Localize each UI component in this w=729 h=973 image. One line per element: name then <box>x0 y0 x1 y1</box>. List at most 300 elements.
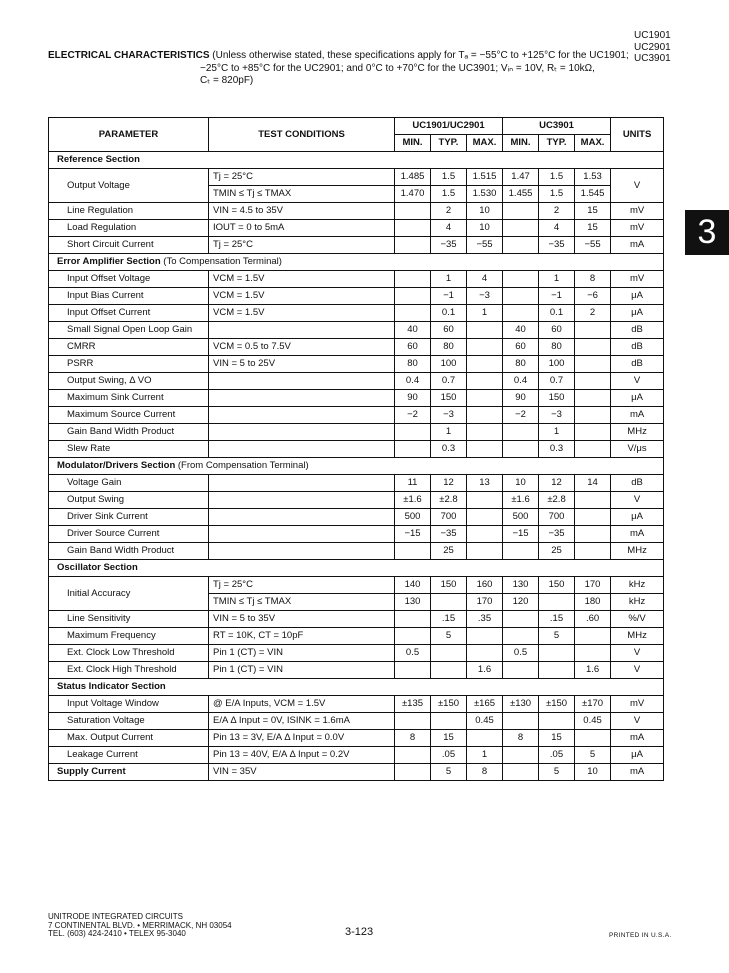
value-cell: 0.45 <box>575 713 611 730</box>
table-row <box>49 645 664 662</box>
unit-cell: V <box>611 169 664 203</box>
parameter-cell: Input Offset Voltage <box>49 271 209 288</box>
value-cell: 25 <box>539 543 575 560</box>
value-cell: 170 <box>575 577 611 594</box>
parameter-cell: Leakage Current <box>49 747 209 764</box>
value-cell: 0.4 <box>395 373 431 390</box>
value-cell <box>395 543 431 560</box>
value-cell <box>395 305 431 322</box>
value-cell <box>395 713 431 730</box>
table-row <box>49 526 664 543</box>
parameter-cell: Output Swing <box>49 492 209 509</box>
unit-cell: V <box>611 662 664 679</box>
value-cell <box>395 203 431 220</box>
value-cell: −55 <box>467 237 503 254</box>
unit-cell: mA <box>611 764 664 781</box>
value-cell: −3 <box>467 288 503 305</box>
parameter-cell: Driver Sink Current <box>49 509 209 526</box>
parameter-cell: Line Sensitivity <box>49 611 209 628</box>
intro-text: −25°C to +85°C for the UC2901; and 0°C to +70°C for the UC3901; Vᵢₙ = 10V, Rₜ = 10kΩ, <box>200 62 595 74</box>
value-cell: 0.4 <box>503 373 539 390</box>
section-name: Status Indicator Section <box>57 681 166 692</box>
value-cell: .05 <box>431 747 467 764</box>
unit-cell: %/V <box>611 611 664 628</box>
value-cell: 80 <box>539 339 575 356</box>
section-note: (To Compensation Terminal) <box>163 256 282 267</box>
parameter-cell: Driver Source Current <box>49 526 209 543</box>
value-cell <box>395 747 431 764</box>
value-cell <box>539 594 575 611</box>
unit-cell: mA <box>611 526 664 543</box>
section-row <box>49 560 664 577</box>
table-row <box>49 271 664 288</box>
condition-cell: Pin 13 = 3V, E/A Δ Input = 0.0V <box>209 730 395 747</box>
condition-cell: Tj = 25°C <box>209 577 395 594</box>
unit-cell: MHz <box>611 628 664 645</box>
value-cell: −2 <box>503 407 539 424</box>
spec-table <box>48 117 664 781</box>
table-row <box>49 441 664 458</box>
value-cell <box>503 203 539 220</box>
value-cell <box>467 424 503 441</box>
condition-cell <box>209 509 395 526</box>
value-cell <box>431 713 467 730</box>
value-cell <box>395 764 431 781</box>
value-cell: −3 <box>539 407 575 424</box>
value-cell <box>539 645 575 662</box>
value-cell: 14 <box>575 475 611 492</box>
header-min: MIN. <box>395 135 431 152</box>
value-cell: .60 <box>575 611 611 628</box>
table-row <box>49 696 664 713</box>
value-cell: 60 <box>503 339 539 356</box>
value-cell: 1.530 <box>467 186 503 203</box>
table-row <box>49 288 664 305</box>
header-parameter: PARAMETER <box>49 118 209 152</box>
value-cell: 1.545 <box>575 186 611 203</box>
value-cell <box>395 271 431 288</box>
value-cell: 13 <box>467 475 503 492</box>
value-cell: 1 <box>539 271 575 288</box>
value-cell: −6 <box>575 288 611 305</box>
value-cell: 60 <box>395 339 431 356</box>
part-number: UC3901 <box>634 53 671 64</box>
unit-cell: V <box>611 492 664 509</box>
chapter-tab: 3 <box>685 210 729 255</box>
condition-cell: Tj = 25°C <box>209 169 395 186</box>
table-row <box>49 577 664 594</box>
parameter-cell: Initial Accuracy <box>49 577 209 611</box>
value-cell: .15 <box>539 611 575 628</box>
value-cell <box>575 509 611 526</box>
value-cell: 1.515 <box>467 169 503 186</box>
value-cell: ±150 <box>431 696 467 713</box>
value-cell: ±170 <box>575 696 611 713</box>
value-cell: 150 <box>431 577 467 594</box>
value-cell: 1.6 <box>467 662 503 679</box>
value-cell: 700 <box>539 509 575 526</box>
value-cell: 1 <box>467 747 503 764</box>
value-cell: 40 <box>395 322 431 339</box>
condition-cell: TMIN ≤ Tj ≤ TMAX <box>209 594 395 611</box>
value-cell <box>503 611 539 628</box>
value-cell: ±165 <box>467 696 503 713</box>
condition-cell <box>209 322 395 339</box>
value-cell: 100 <box>431 356 467 373</box>
value-cell: −55 <box>575 237 611 254</box>
value-cell: 1 <box>467 305 503 322</box>
condition-cell <box>209 424 395 441</box>
value-cell <box>503 237 539 254</box>
value-cell <box>395 237 431 254</box>
company-phone: TEL. (603) 424-2410 • TELEX 95-3040 <box>48 929 186 938</box>
value-cell <box>575 322 611 339</box>
value-cell <box>575 339 611 356</box>
value-cell <box>467 322 503 339</box>
value-cell <box>503 747 539 764</box>
value-cell <box>575 441 611 458</box>
value-cell: 1.5 <box>539 186 575 203</box>
value-cell: 120 <box>503 594 539 611</box>
unit-cell: mA <box>611 730 664 747</box>
unit-cell: dB <box>611 322 664 339</box>
value-cell: 1 <box>431 271 467 288</box>
value-cell: ±150 <box>539 696 575 713</box>
section-heading: ELECTRICAL CHARACTERISTICS <box>48 50 210 61</box>
value-cell: 1 <box>539 424 575 441</box>
condition-cell: VCM = 1.5V <box>209 305 395 322</box>
condition-cell <box>209 492 395 509</box>
parameter-cell: Ext. Clock Low Threshold <box>49 645 209 662</box>
value-cell <box>503 220 539 237</box>
value-cell <box>503 628 539 645</box>
unit-cell: mV <box>611 220 664 237</box>
value-cell: 500 <box>503 509 539 526</box>
header-max: MAX. <box>575 135 611 152</box>
value-cell: 5 <box>431 764 467 781</box>
condition-cell: RT = 10K, CT = 10pF <box>209 628 395 645</box>
section-row <box>49 254 664 271</box>
condition-cell: IOUT = 0 to 5mA <box>209 220 395 237</box>
value-cell <box>467 356 503 373</box>
value-cell: 15 <box>575 220 611 237</box>
section-name: Error Amplifier Section <box>57 256 161 267</box>
value-cell: ±130 <box>503 696 539 713</box>
value-cell: ±2.8 <box>431 492 467 509</box>
footer-address <box>48 913 232 939</box>
parameter-cell: Load Regulation <box>49 220 209 237</box>
value-cell: −15 <box>395 526 431 543</box>
page-number: 3-123 <box>345 926 374 938</box>
value-cell <box>503 764 539 781</box>
value-cell: 10 <box>575 764 611 781</box>
intro-text: (Unless otherwise stated, these specifications apply for Tₐ = −55°C to +125°C for the UC1901; <box>212 50 629 61</box>
parameter-cell: Short Circuit Current <box>49 237 209 254</box>
table-row <box>49 424 664 441</box>
value-cell: 5 <box>431 628 467 645</box>
value-cell: 80 <box>503 356 539 373</box>
table-row <box>49 713 664 730</box>
value-cell: 60 <box>431 322 467 339</box>
value-cell: 10 <box>503 475 539 492</box>
unit-cell: V <box>611 645 664 662</box>
value-cell: 140 <box>395 577 431 594</box>
value-cell <box>503 543 539 560</box>
parameter-cell: Input Offset Current <box>49 305 209 322</box>
value-cell <box>503 305 539 322</box>
header-uc3901: UC3901 <box>503 118 611 135</box>
value-cell: −35 <box>431 526 467 543</box>
value-cell: 150 <box>431 390 467 407</box>
value-cell: 0.5 <box>395 645 431 662</box>
value-cell: 2 <box>575 305 611 322</box>
value-cell <box>395 662 431 679</box>
value-cell: −1 <box>539 288 575 305</box>
value-cell: 1.5 <box>431 186 467 203</box>
value-cell: 1.485 <box>395 169 431 186</box>
parameter-cell: Gain Band Width Product <box>49 543 209 560</box>
unit-cell: MHz <box>611 543 664 560</box>
parameter-cell: Line Regulation <box>49 203 209 220</box>
value-cell <box>431 662 467 679</box>
value-cell: 0.3 <box>431 441 467 458</box>
section-title <box>49 458 664 475</box>
value-cell <box>467 645 503 662</box>
section-title <box>49 560 664 577</box>
value-cell: 8 <box>503 730 539 747</box>
header-typ: TYP. <box>539 135 575 152</box>
value-cell: ±1.6 <box>503 492 539 509</box>
table-row <box>49 492 664 509</box>
value-cell <box>575 407 611 424</box>
value-cell: −35 <box>539 526 575 543</box>
table-row <box>49 305 664 322</box>
value-cell: 10 <box>467 203 503 220</box>
condition-cell <box>209 475 395 492</box>
parameter-cell: Output Voltage <box>49 169 209 203</box>
table-row <box>49 322 664 339</box>
value-cell: 8 <box>467 764 503 781</box>
table-row <box>49 356 664 373</box>
value-cell: 0.45 <box>467 713 503 730</box>
parameter-cell: Maximum Frequency <box>49 628 209 645</box>
unit-cell: MHz <box>611 424 664 441</box>
unit-cell: mV <box>611 271 664 288</box>
condition-cell <box>209 407 395 424</box>
value-cell: 0.1 <box>431 305 467 322</box>
value-cell: −35 <box>431 237 467 254</box>
parameter-cell: Max. Output Current <box>49 730 209 747</box>
value-cell: 0.3 <box>539 441 575 458</box>
value-cell <box>395 288 431 305</box>
unit-cell: mV <box>611 203 664 220</box>
table-row <box>49 747 664 764</box>
table-row <box>49 628 664 645</box>
value-cell <box>467 492 503 509</box>
value-cell: 1.53 <box>575 169 611 186</box>
unit-cell: dB <box>611 356 664 373</box>
value-cell: 11 <box>395 475 431 492</box>
value-cell: 2 <box>431 203 467 220</box>
value-cell <box>395 220 431 237</box>
parameter-cell: Gain Band Width Product <box>49 424 209 441</box>
unit-cell: mV <box>611 696 664 713</box>
condition-cell: Pin 13 = 40V, E/A Δ Input = 0.2V <box>209 747 395 764</box>
value-cell: ±135 <box>395 696 431 713</box>
value-cell: 12 <box>431 475 467 492</box>
unit-cell: kHz <box>611 577 664 594</box>
table-row <box>49 764 664 781</box>
value-cell: ±1.6 <box>395 492 431 509</box>
condition-cell: E/A Δ Input = 0V, ISINK = 1.6mA <box>209 713 395 730</box>
unit-cell: V/μs <box>611 441 664 458</box>
value-cell: 500 <box>395 509 431 526</box>
value-cell: 700 <box>431 509 467 526</box>
parameter-cell: Small Signal Open Loop Gain <box>49 322 209 339</box>
value-cell: 90 <box>395 390 431 407</box>
parameter-cell: Output Swing, Δ VO <box>49 373 209 390</box>
value-cell: 150 <box>539 577 575 594</box>
value-cell: 15 <box>431 730 467 747</box>
value-cell <box>467 390 503 407</box>
table-row <box>49 339 664 356</box>
value-cell <box>467 543 503 560</box>
value-cell <box>575 424 611 441</box>
value-cell <box>395 441 431 458</box>
company-address: 7 CONTINENTAL BLVD. • MERRIMACK, NH 03054 <box>48 920 232 930</box>
printed-notice: PRINTED IN U.S.A. <box>609 932 672 939</box>
value-cell: 0.7 <box>539 373 575 390</box>
value-cell: 5 <box>539 628 575 645</box>
value-cell: .05 <box>539 747 575 764</box>
unit-cell: μA <box>611 747 664 764</box>
value-cell: 1 <box>431 424 467 441</box>
condition-cell <box>209 526 395 543</box>
value-cell: −2 <box>395 407 431 424</box>
value-cell: 1.5 <box>539 169 575 186</box>
unit-cell: dB <box>611 475 664 492</box>
value-cell <box>503 271 539 288</box>
value-cell <box>575 526 611 543</box>
parameter-cell: Input Voltage Window <box>49 696 209 713</box>
value-cell: 170 <box>467 594 503 611</box>
value-cell: 4 <box>539 220 575 237</box>
value-cell: −15 <box>503 526 539 543</box>
unit-cell: dB <box>611 339 664 356</box>
table-row <box>49 169 664 186</box>
section-row <box>49 679 664 696</box>
table-row <box>49 203 664 220</box>
parameter-cell: Input Bias Current <box>49 288 209 305</box>
value-cell: 100 <box>539 356 575 373</box>
condition-cell <box>209 390 395 407</box>
condition-cell: VCM = 1.5V <box>209 288 395 305</box>
value-cell <box>395 611 431 628</box>
parameter-cell: Ext. Clock High Threshold <box>49 662 209 679</box>
spec-table-body <box>49 152 664 781</box>
condition-cell <box>209 441 395 458</box>
value-cell <box>575 492 611 509</box>
value-cell: 1.470 <box>395 186 431 203</box>
condition-cell: VIN = 4.5 to 35V <box>209 203 395 220</box>
value-cell: 4 <box>467 271 503 288</box>
value-cell <box>467 526 503 543</box>
value-cell <box>503 441 539 458</box>
value-cell: 1.5 <box>431 169 467 186</box>
condition-cell: VCM = 0.5 to 7.5V <box>209 339 395 356</box>
section-row <box>49 458 664 475</box>
unit-cell: mA <box>611 237 664 254</box>
value-cell <box>539 713 575 730</box>
value-cell <box>503 424 539 441</box>
value-cell: 8 <box>575 271 611 288</box>
unit-cell: kHz <box>611 594 664 611</box>
value-cell <box>467 509 503 526</box>
header-test-conditions: TEST CONDITIONS <box>209 118 395 152</box>
value-cell <box>467 730 503 747</box>
section-title <box>49 679 664 696</box>
table-row <box>49 662 664 679</box>
value-cell: 5 <box>539 764 575 781</box>
parameter-cell: Slew Rate <box>49 441 209 458</box>
value-cell <box>395 424 431 441</box>
part-number: UC2901 <box>634 41 671 53</box>
value-cell <box>503 288 539 305</box>
value-cell <box>575 373 611 390</box>
value-cell: 8 <box>395 730 431 747</box>
value-cell: 80 <box>395 356 431 373</box>
table-row <box>49 611 664 628</box>
section-name: Reference Section <box>57 154 140 165</box>
value-cell: 80 <box>431 339 467 356</box>
section-name: Modulator/Drivers Section <box>57 460 176 471</box>
condition-cell: TMIN ≤ Tj ≤ TMAX <box>209 186 395 203</box>
value-cell: 1.6 <box>575 662 611 679</box>
value-cell <box>575 543 611 560</box>
value-cell: 2 <box>539 203 575 220</box>
unit-cell: μA <box>611 305 664 322</box>
condition-cell: VCM = 1.5V <box>209 271 395 288</box>
section-note: (From Compensation Terminal) <box>177 460 309 471</box>
value-cell: 10 <box>467 220 503 237</box>
part-number: UC1901 <box>634 30 671 41</box>
value-cell <box>503 713 539 730</box>
intro-text: Cₜ = 820pF) <box>200 75 254 86</box>
table-row <box>49 475 664 492</box>
condition-cell: Tj = 25°C <box>209 237 395 254</box>
value-cell <box>467 628 503 645</box>
condition-cell <box>209 543 395 560</box>
value-cell <box>467 373 503 390</box>
condition-cell: Pin 1 (CT) = VIN <box>209 662 395 679</box>
value-cell: −35 <box>539 237 575 254</box>
section-name: Oscillator Section <box>57 562 138 573</box>
value-cell: 150 <box>539 390 575 407</box>
value-cell <box>575 356 611 373</box>
value-cell <box>503 662 539 679</box>
table-row <box>49 220 664 237</box>
value-cell: 0.7 <box>431 373 467 390</box>
unit-cell: V <box>611 373 664 390</box>
value-cell <box>467 441 503 458</box>
value-cell <box>431 594 467 611</box>
condition-cell: @ E/A Inputs, VCM = 1.5V <box>209 696 395 713</box>
value-cell: .15 <box>431 611 467 628</box>
value-cell: 15 <box>575 203 611 220</box>
value-cell <box>395 628 431 645</box>
section-title <box>49 152 664 169</box>
value-cell: 130 <box>503 577 539 594</box>
